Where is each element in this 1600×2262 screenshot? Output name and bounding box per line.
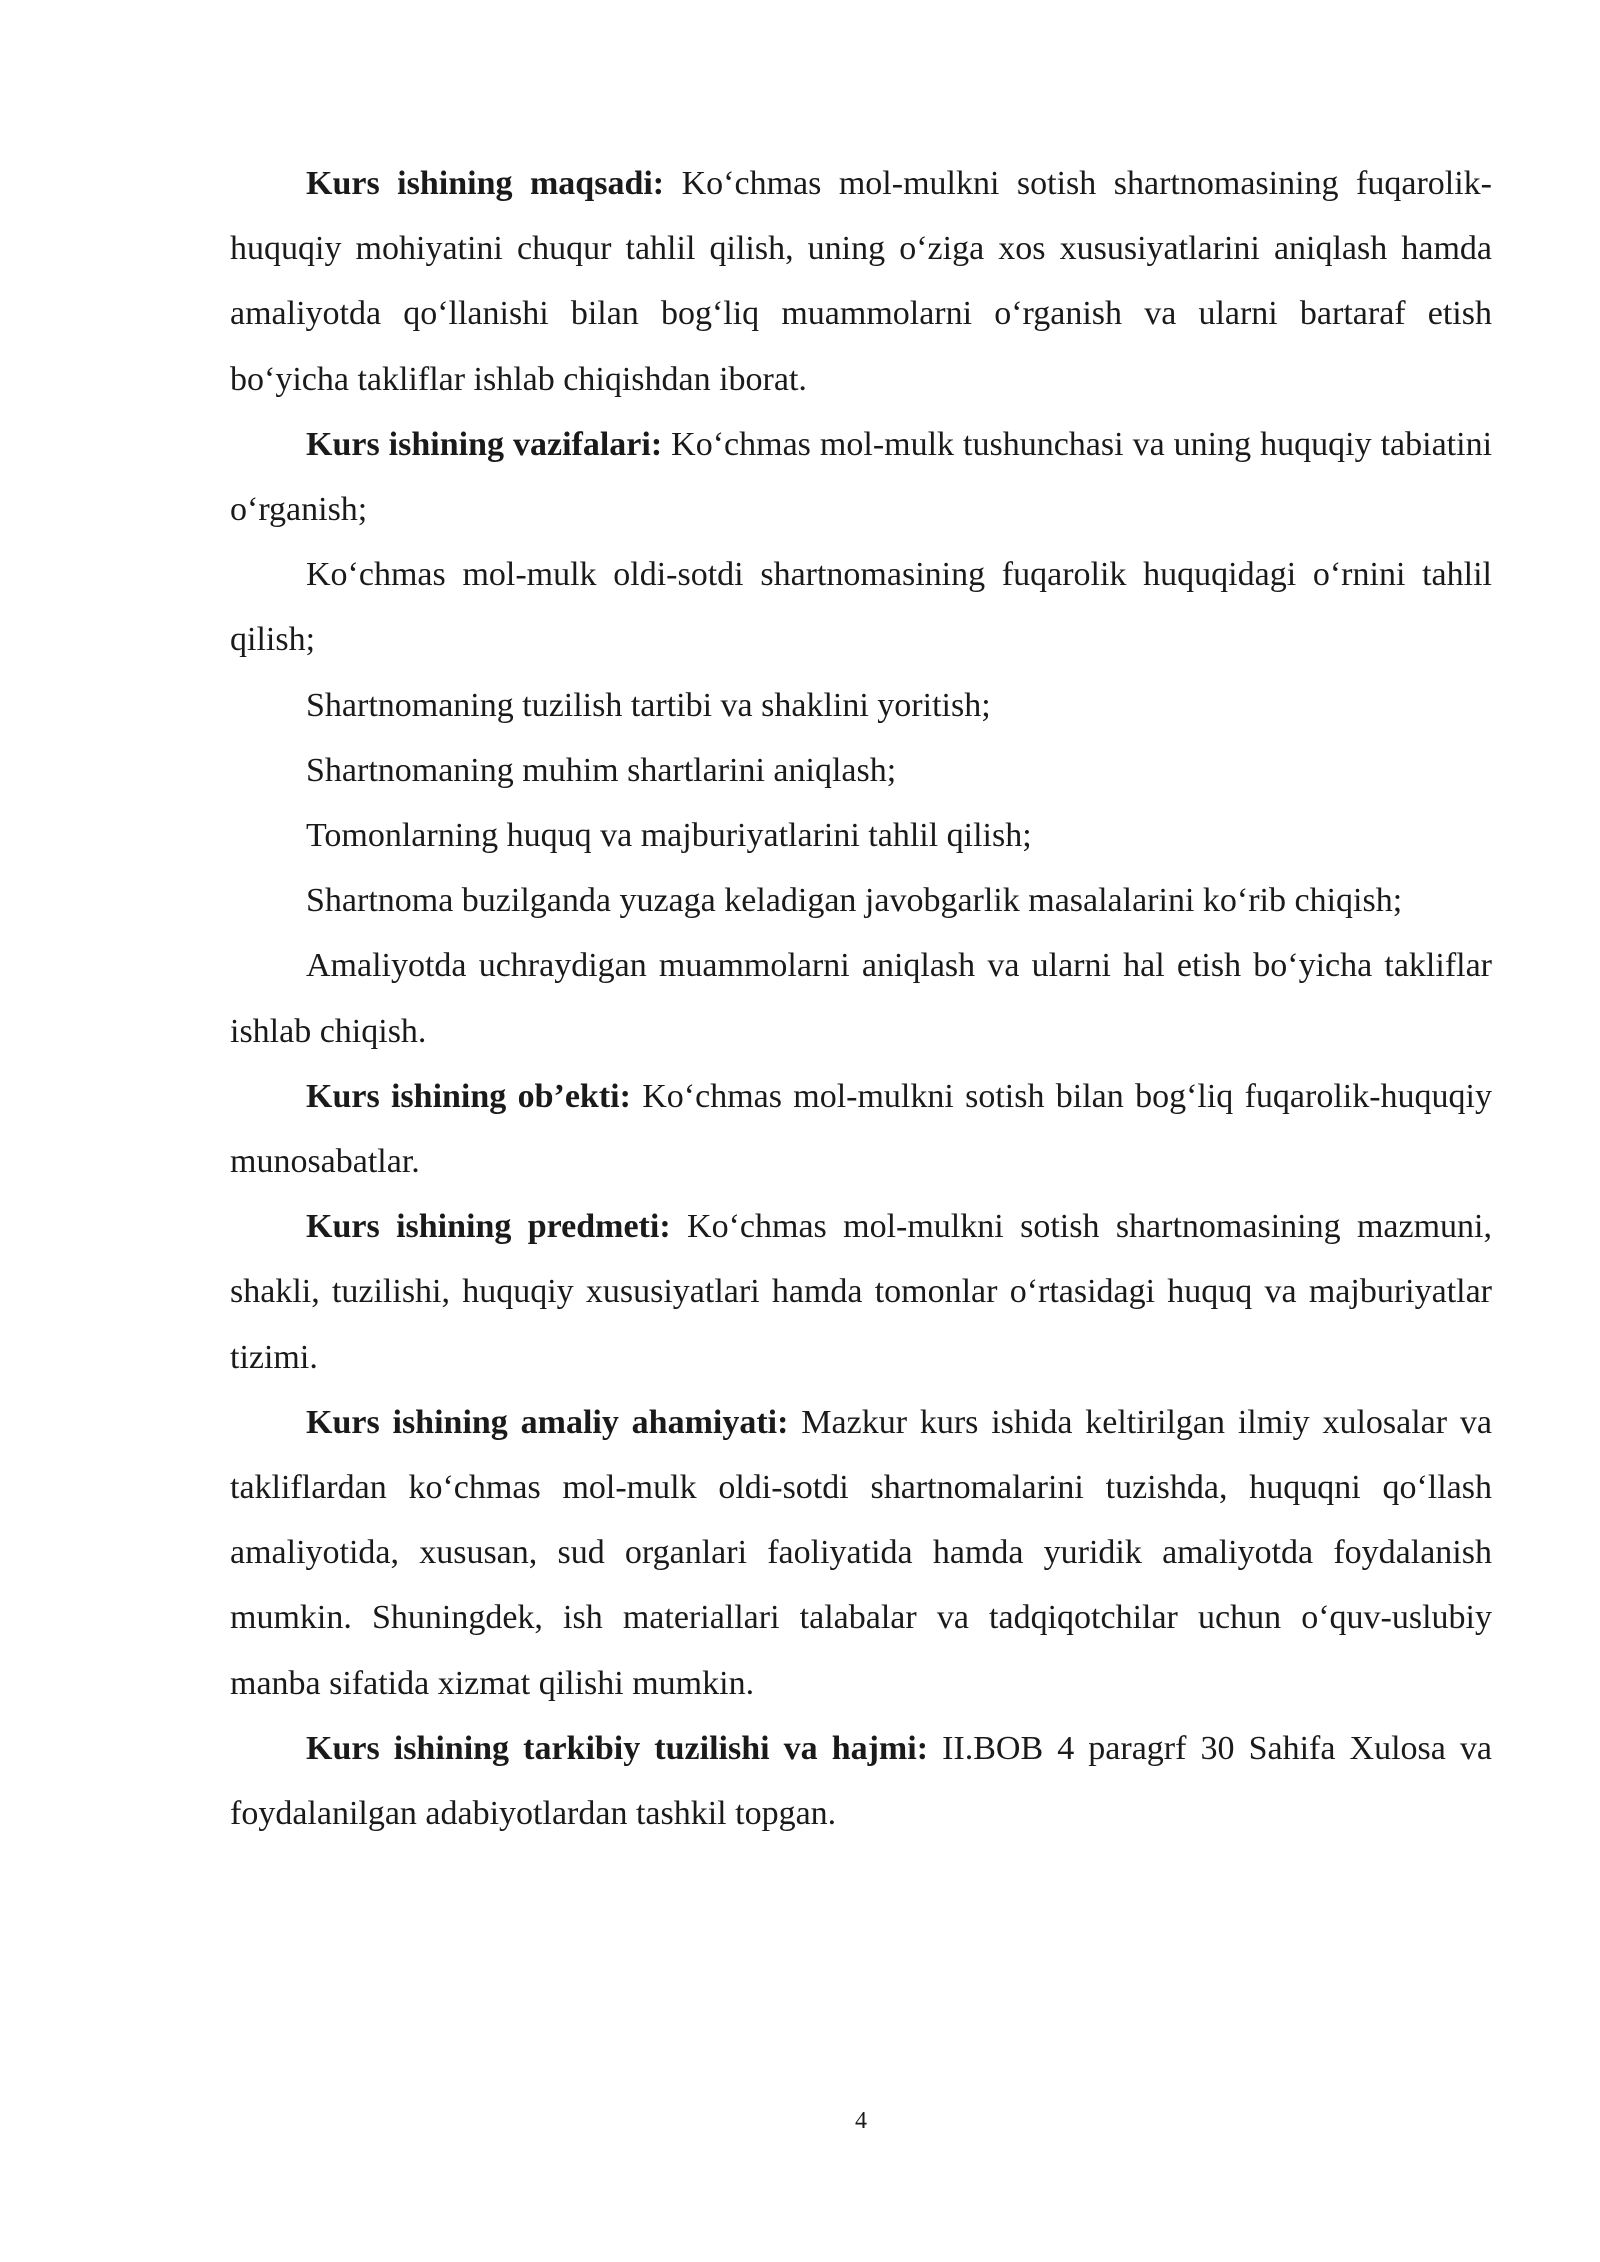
paragraph-object — [230, 1064, 1492, 1194]
paragraph-text: II.BOB 4 paragrf 30 Sahifa Xulosa va foydalanilgan adabiyotlardan tashkil topgan. — [230, 1729, 1492, 1833]
paragraph-task-item — [230, 803, 1492, 868]
paragraph-text: Ko‘chmas mol-mulkni sotish shartnomasining mazmuni, shakli, tuzilishi, huquqiy xususiyatlari hamda tomonlar o‘rtasidagi huquq va majburiyatlar tizimi. — [230, 1208, 1492, 1376]
paragraph-heading: Kurs ishining tarkibiy tuzilishi va hajmi: — [306, 1729, 929, 1767]
paragraph-text: Tomonlarning huquq va majburiyatlarini tahlil qilish; — [306, 817, 1032, 855]
paragraph-task-item — [230, 738, 1492, 803]
paragraph-task-item — [230, 542, 1492, 672]
paragraph-task-item — [230, 933, 1492, 1063]
paragraph-significance — [230, 1390, 1492, 1716]
paragraph-structure — [230, 1716, 1492, 1846]
paragraph-text: Shartnoma buzilganda yuzaga keladigan javobgarlik masalalarini ko‘rib chiqish; — [306, 882, 1403, 920]
page-number: 4 — [855, 2108, 867, 2134]
paragraph-heading: Kurs ishining vazifalari: — [306, 425, 663, 463]
paragraph-goal — [230, 151, 1492, 412]
paragraph-text: Shartnomaning muhim shartlarini aniqlash; — [306, 751, 897, 789]
paragraph-heading: Kurs ishining amaliy ahamiyati: — [306, 1403, 789, 1441]
paragraph-text: Mazkur kurs ishida keltirilgan ilmiy xulosalar va takliflardan ko‘chmas mol-mulk oldi-sotdi shartnomalarini tuzishda, huquqni qo‘llash amaliyotida, xususan, sud organlari faoliyatida hamda yuridik amaliyotda foydalanish mumkin. Shuningdek, ish materiallari talabalar va tadqiqotchilar uchun o‘quv-uslubiy manba sifatida xizmat qilishi mumkin. — [230, 1403, 1492, 1702]
paragraph-text: Ko‘chmas mol-mulkni sotish shartnomasining fuqarolik-huquqiy mohiyatini chuqur tahlil qilish, uning o‘ziga xos xususiyatlarini aniqlash hamda amaliyotda qo‘llanishi bilan bog‘liq muammolarni o‘rganish va ularni bartaraf etish bo‘yicha takliflar ishlab chiqishdan iborat. — [230, 165, 1492, 398]
paragraph-heading: Kurs ishining maqsadi: — [306, 165, 665, 202]
paragraph-heading: Kurs ishining predmeti: — [306, 1208, 671, 1246]
paragraph-heading: Kurs ishining ob’ekti: — [306, 1077, 631, 1115]
paragraph-task-item — [230, 868, 1492, 933]
paragraph-text: Amaliyotda uchraydigan muammolarni aniqlash va ularni hal etish bo‘yicha takliflar ishlab chiqish. — [230, 947, 1492, 1050]
paragraph-tasks — [230, 412, 1492, 542]
paragraph-text: Ko‘chmas mol-mulk tushunchasi va uning huquqiy tabiatini o‘rganish; — [230, 425, 1493, 529]
paragraph-task-item — [230, 673, 1492, 738]
paragraph-subject — [230, 1194, 1492, 1390]
paragraph-text: Shartnomaning tuzilish tartibi va shaklini yoritish; — [306, 686, 991, 724]
paragraph-text: Ko‘chmas mol-mulk oldi-sotdi shartnomasining fuqarolik huquqidagi o‘rnini tahlil qilish; — [230, 556, 1492, 659]
document-page — [230, 151, 1492, 1846]
paragraph-text: Ko‘chmas mol-mulkni sotish bilan bog‘liq fuqarolik-huquqiy munosabatlar. — [230, 1077, 1492, 1181]
